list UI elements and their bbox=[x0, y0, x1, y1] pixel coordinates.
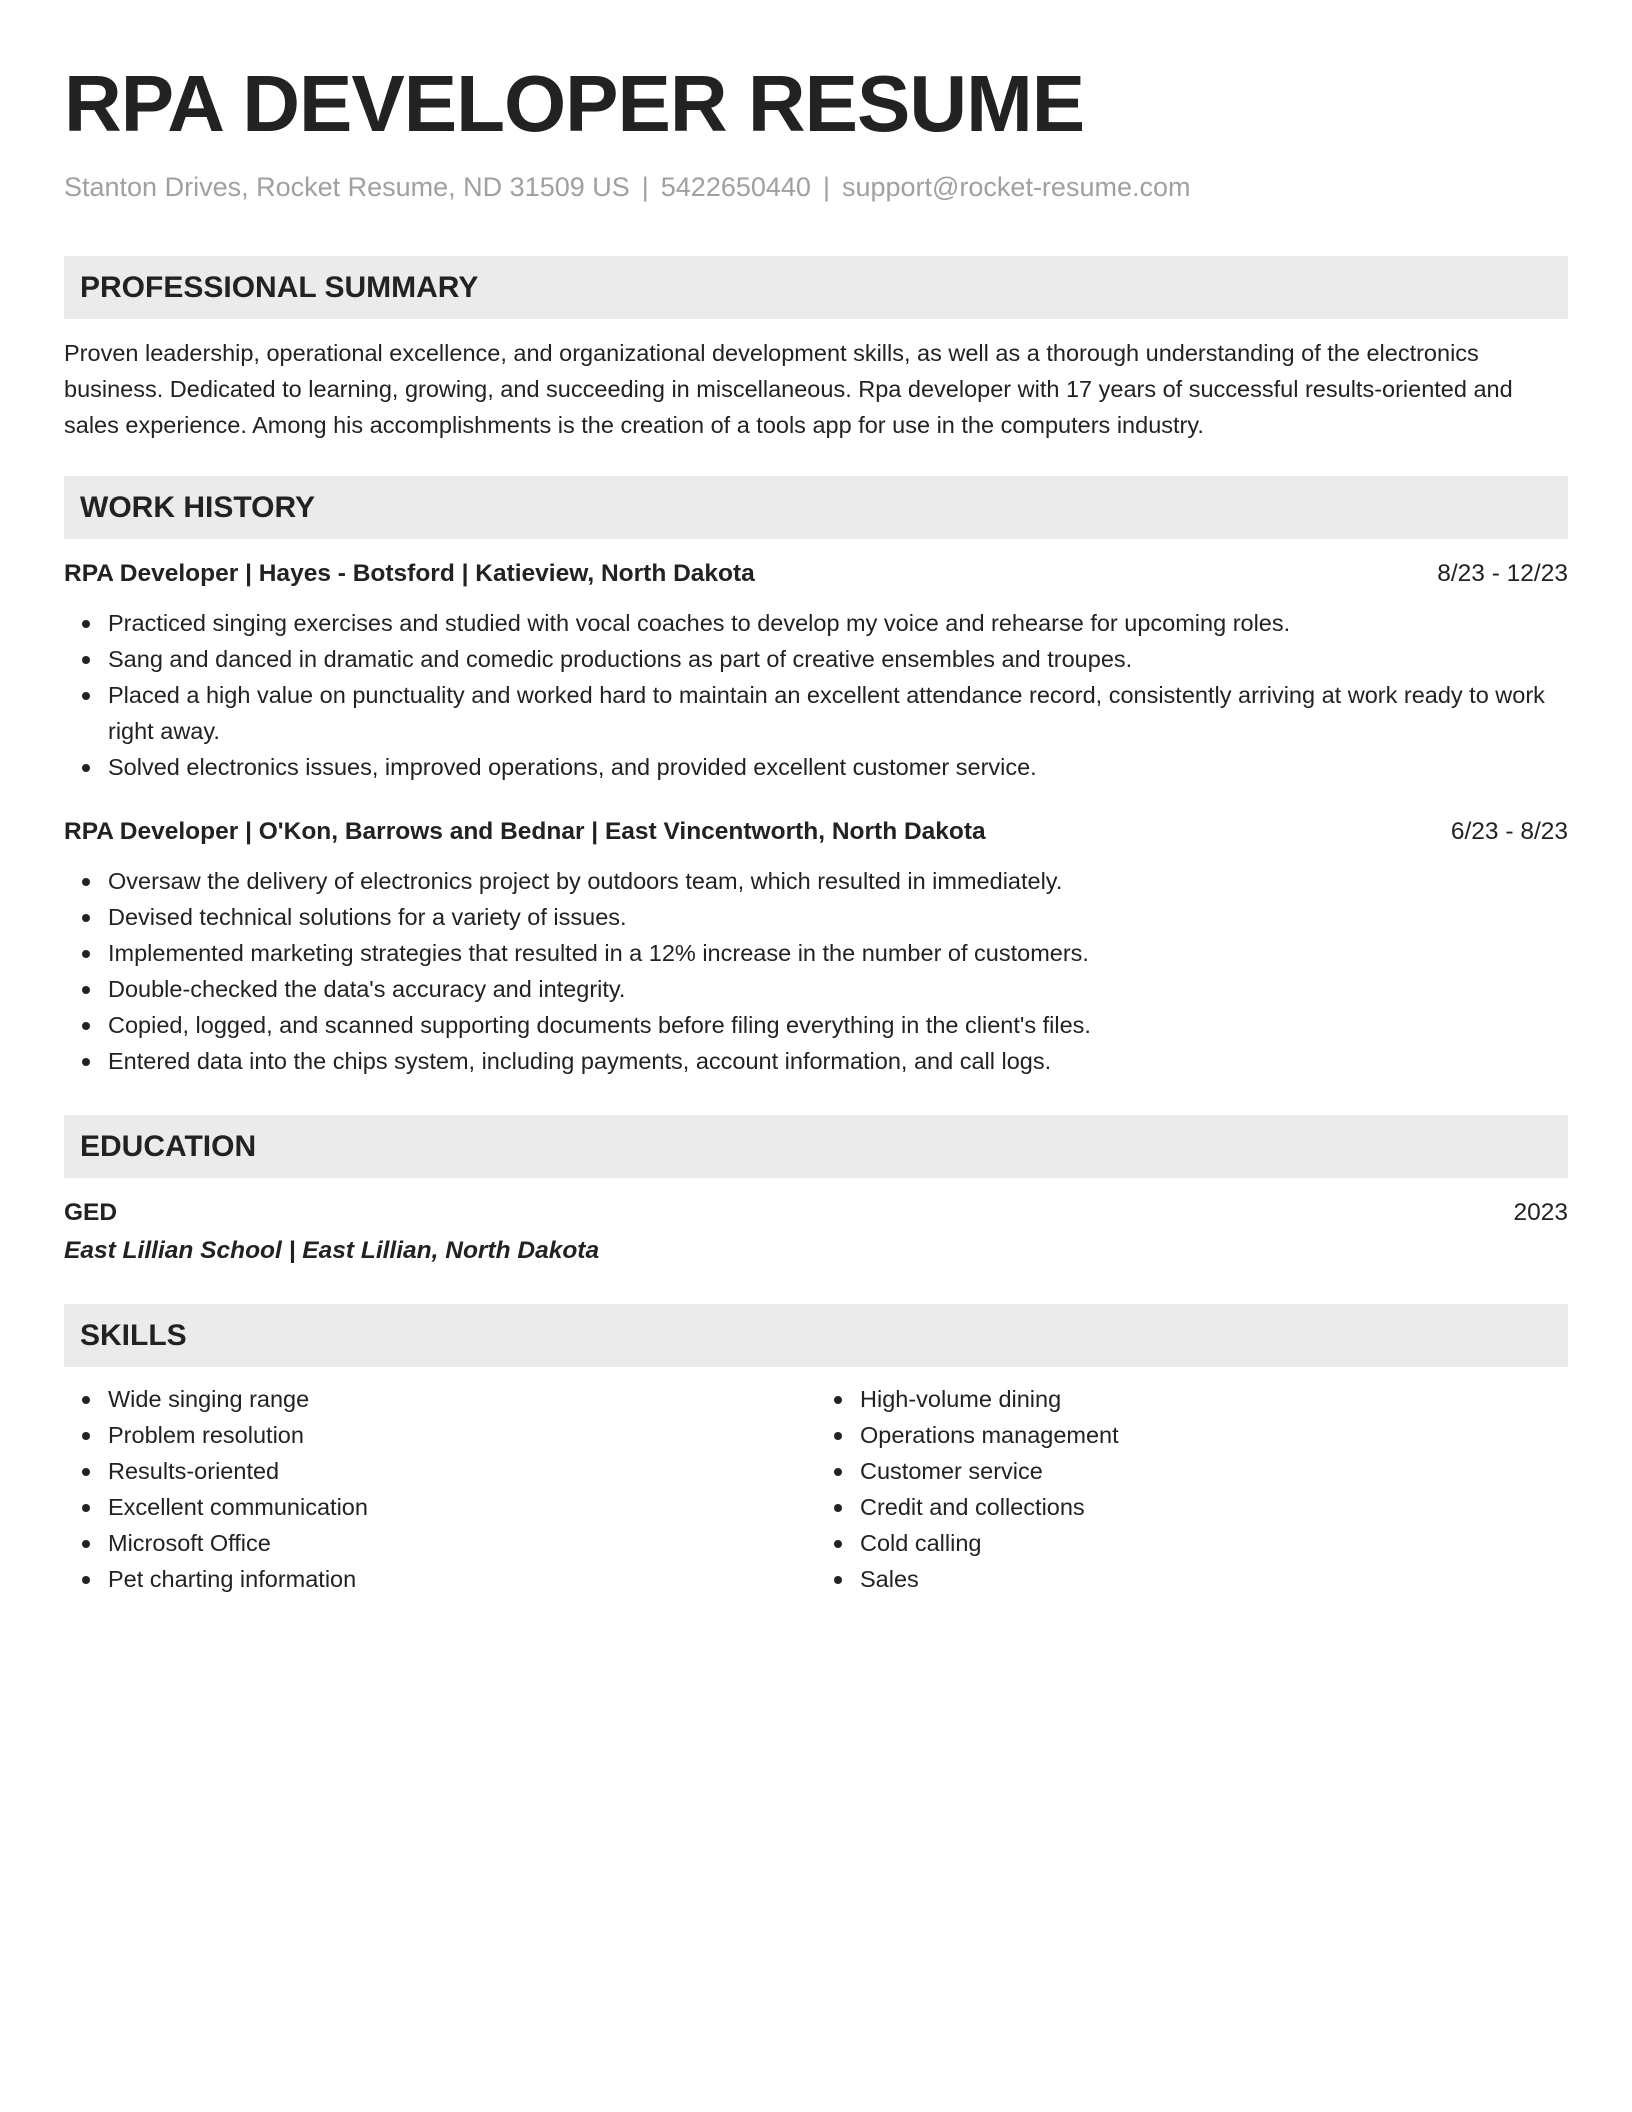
job-bullet: Double-checked the data's accuracy and integrity. bbox=[108, 971, 1568, 1007]
skill-item: Cold calling bbox=[860, 1525, 1568, 1561]
skill-item: Excellent communication bbox=[108, 1489, 816, 1525]
job-dates: 6/23 - 8/23 bbox=[1450, 818, 1568, 845]
resume-title: RPA DEVELOPER RESUME bbox=[64, 59, 1085, 148]
job-bullet: Entered data into the chips system, including payments, account information, and call logs. bbox=[108, 1043, 1568, 1079]
job-bullet: Sang and danced in dramatic and comedic productions as part of creative ensembles and troupes. bbox=[108, 641, 1568, 677]
skill-item: Credit and collections bbox=[860, 1489, 1568, 1525]
job-heading-row bbox=[64, 557, 1568, 591]
job-bullet: Solved electronics issues, improved operations, and provided excellent customer service. bbox=[108, 749, 1568, 785]
skill-item: Problem resolution bbox=[108, 1417, 816, 1453]
job-dates: 8/23 - 12/23 bbox=[1437, 560, 1568, 587]
job-bullet: Practiced singing exercises and studied with vocal coaches to develop my voice and rehearse for upcoming roles. bbox=[108, 605, 1568, 641]
skill-item: Pet charting information bbox=[108, 1561, 816, 1597]
job-bullet-list bbox=[64, 605, 1568, 785]
education-year: 2023 bbox=[1513, 1199, 1568, 1226]
job-entry bbox=[64, 815, 1568, 1079]
education-degree: GED bbox=[64, 1199, 118, 1226]
skills-list-left bbox=[64, 1381, 816, 1597]
skill-item: Operations management bbox=[860, 1417, 1568, 1453]
skill-item: High-volume dining bbox=[860, 1381, 1568, 1417]
job-bullet: Placed a high value on punctuality and worked hard to maintain an excellent attendance record, consistently arriving at work ready to work right away. bbox=[108, 677, 1568, 749]
education-row bbox=[64, 1196, 1568, 1230]
job-title: RPA Developer | Hayes - Botsford | Katieview, North Dakota bbox=[64, 560, 755, 587]
skills-columns bbox=[64, 1381, 1568, 1597]
skills-list-right bbox=[816, 1381, 1568, 1597]
contact-email: support@rocket-resume.com bbox=[841, 172, 1191, 202]
contact-phone: 5422650440 bbox=[660, 172, 811, 202]
summary-text: Proven leadership, operational excellence, and organizational development skills, as well as a thorough understanding of the electronics business. Dedicated to learning, growing, and succeeding in miscellaneous. Rpa developer with 17 years of successful results-oriented and sales experience. Among his accomplishments is the creation of a tools app for use in the computers industry. bbox=[64, 340, 1513, 438]
skill-item: Wide singing range bbox=[108, 1381, 816, 1417]
job-entry bbox=[64, 557, 1568, 785]
contact-separator: | bbox=[641, 172, 649, 202]
skill-item: Microsoft Office bbox=[108, 1525, 816, 1561]
job-bullet: Oversaw the delivery of electronics project by outdoors team, which resulted in immediately. bbox=[108, 863, 1568, 899]
job-heading-row bbox=[64, 815, 1568, 849]
skill-item: Results-oriented bbox=[108, 1453, 816, 1489]
contact-address: Stanton Drives, Rocket Resume, ND 31509 US bbox=[64, 172, 630, 202]
skill-item: Sales bbox=[860, 1561, 1568, 1597]
job-bullet: Devised technical solutions for a variety of issues. bbox=[108, 899, 1568, 935]
section-header-skills: SKILLS bbox=[64, 1304, 1568, 1367]
contact-line bbox=[64, 170, 1568, 204]
section-header-summary: PROFESSIONAL SUMMARY bbox=[64, 256, 1568, 319]
job-bullet-list bbox=[64, 863, 1568, 1079]
job-title: RPA Developer | O'Kon, Barrows and Bednar | East Vincentworth, North Dakota bbox=[64, 818, 986, 845]
section-header-work-history: WORK HISTORY bbox=[64, 476, 1568, 539]
skill-item: Customer service bbox=[860, 1453, 1568, 1489]
job-bullet: Implemented marketing strategies that resulted in a 12% increase in the number of customers. bbox=[108, 935, 1568, 971]
job-bullet: Copied, logged, and scanned supporting documents before filing everything in the client's files. bbox=[108, 1007, 1568, 1043]
education-school: East Lillian School | East Lillian, North Dakota bbox=[64, 1237, 600, 1264]
contact-separator: | bbox=[822, 172, 830, 202]
section-header-education: EDUCATION bbox=[64, 1115, 1568, 1178]
